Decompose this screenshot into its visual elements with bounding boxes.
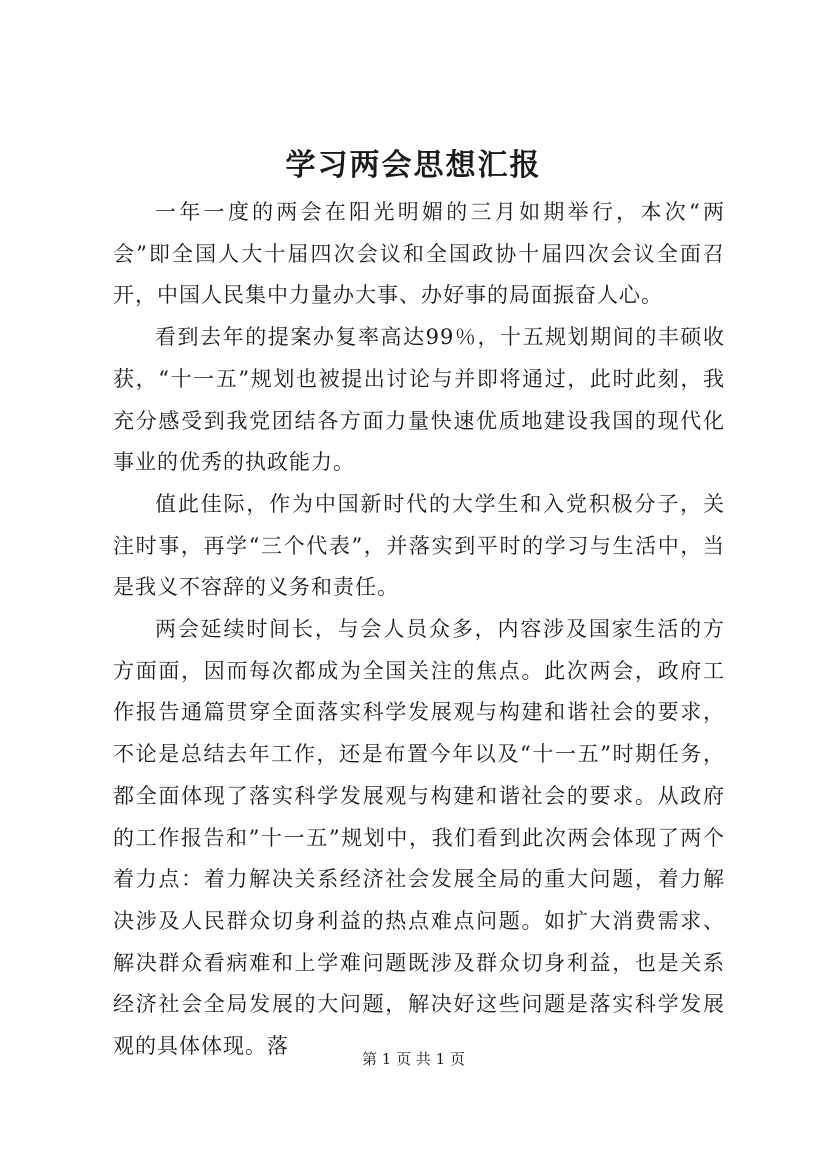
document-body (113, 192, 725, 1068)
paragraph-2: 看到去年的提案办复率高达99％，十五规划期间的丰硕收获，“十一五”规划也被提出讨论与并即将通过，此时此刻，我充分感受到我党团结各方面力量快速优质地建设我国的现代化事业的优秀的执政能力。 (113, 325, 725, 475)
paragraph-1: 一年一度的两会在阳光明媚的三月如期举行，本次“两会”即全国人大十届四次会议和全国政协十届四次会议全面召开，中国人民集中力量办大事、办好事的局面振奋人心。 (113, 200, 725, 308)
page-footer: 第 1 页 共 1 页 (362, 1050, 465, 1068)
document-title: 学习两会思想汇报 (285, 148, 542, 183)
paragraph-4: 两会延续时间长，与会人员众多，内容涉及国家生活的方方面面，因而每次都成为全国关注的焦点。此次两会，政府工作报告通篇贯穿全面落实科学发展观与构建和谐社会的要求，不论是总结去年工作，还是布置今年以及“十一五”时期任务，都全面体现了落实科学发展观与构建和谐社会的要求。从政府的工作报告和”十一五”规划中，我们看到此次两会体现了两个着力点：着力解决关系经济社会发展全局的重大问题，着力解决涉及人民群众切身利益的热点难点问题。如扩大消费需求、解决群众看病难和上学难问题既涉及群众切身利益，也是关系经济社会全局发展的大问题，解决好这些问题是落实科学发展观的具体体现。落 (113, 617, 725, 1059)
paragraph-3: 值此佳际，作为中国新时代的大学生和入党积极分子，关注时事，再学“三个代表”，并落实到平时的学习与生活中，当是我义不容辞的义务和责任。 (113, 491, 725, 600)
